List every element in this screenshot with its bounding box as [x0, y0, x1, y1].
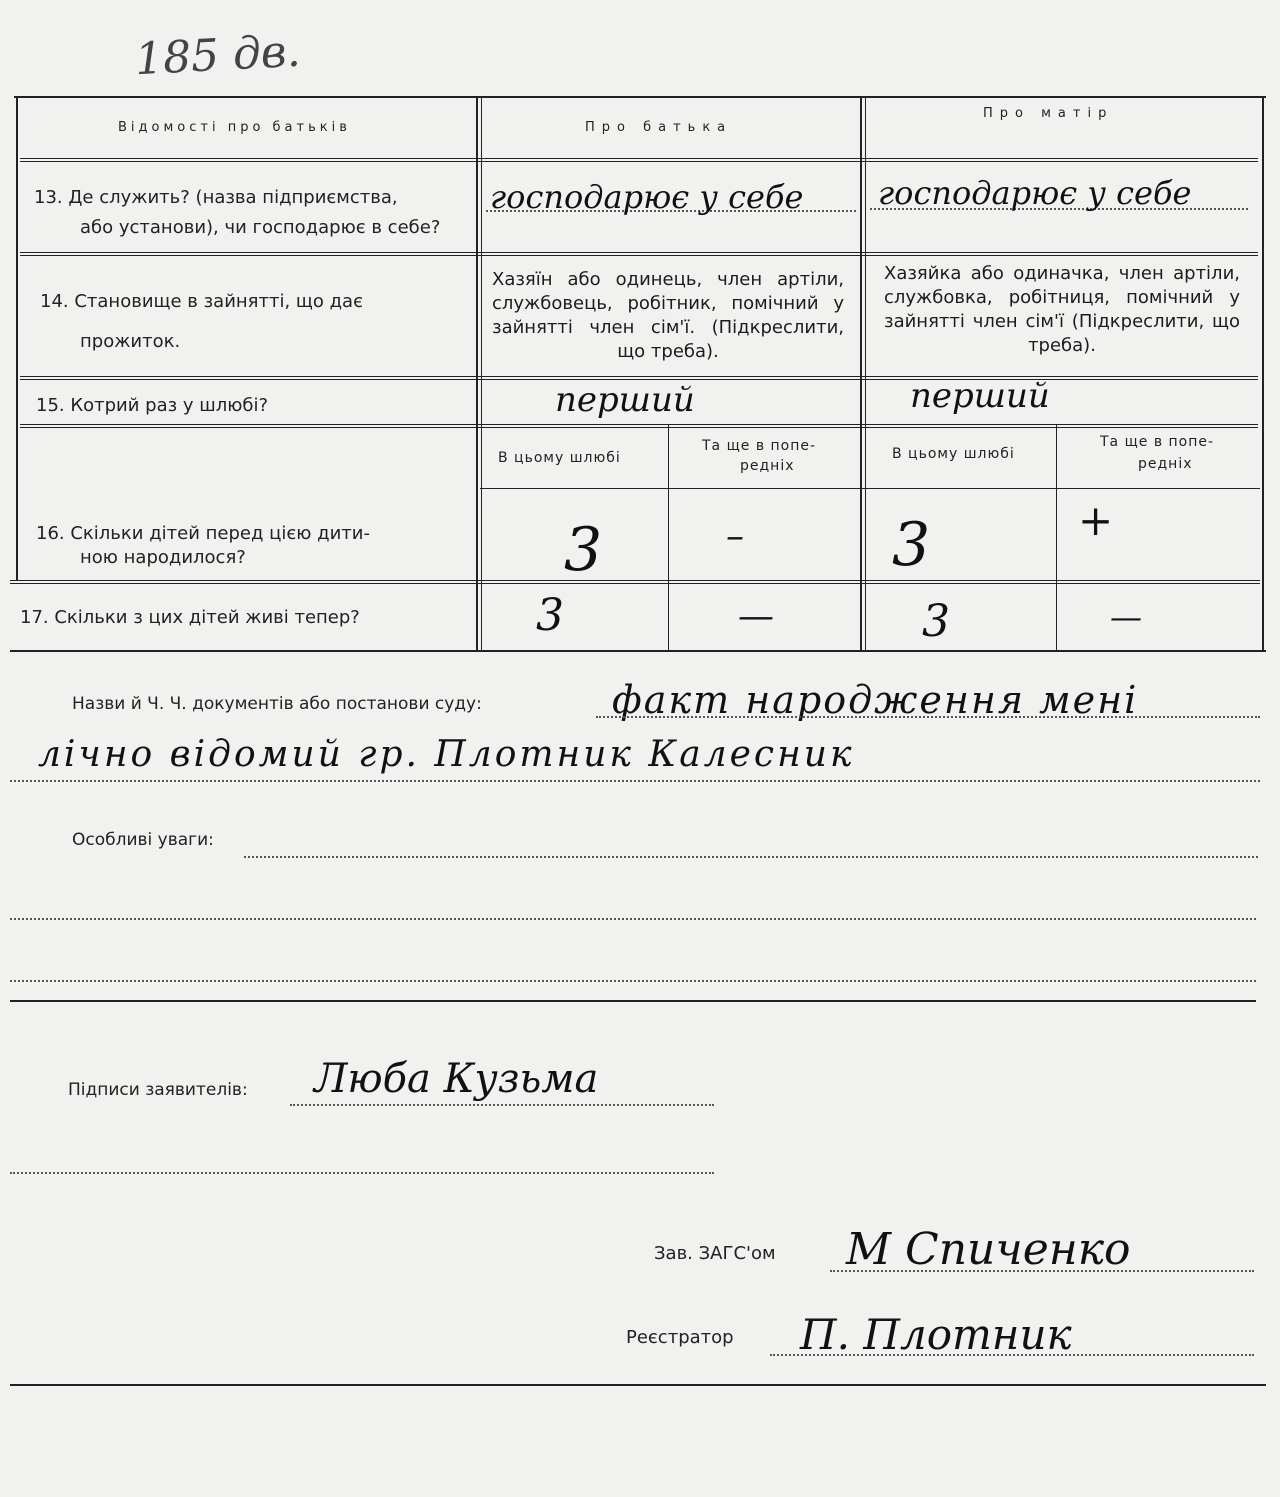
header-col-label: Відомості про батьків — [118, 120, 351, 135]
registrar-signature: П. Плотник — [800, 1310, 1072, 1359]
q15-mother-answer: перший — [910, 376, 1050, 416]
documents-line1: факт народження мені — [612, 678, 1139, 722]
remarks-label: Особливі уваги: — [72, 830, 214, 850]
documents-label: Назви й Ч. Ч. документів або постанови суду: — [72, 694, 482, 714]
q13-father-answer: господарює у себе — [490, 178, 804, 216]
archive-number: 185 дв. — [133, 25, 302, 86]
header-mother: Про матір — [983, 106, 1114, 121]
q14-father-options: Хазяїн або одинець, член артіли, службовець, робітник, помічний у зайнятті член сім'ї. (Підкреслити, що треба). — [492, 269, 844, 362]
zags-head-label: Зав. ЗАГС'ом — [654, 1243, 776, 1264]
q14-line1: 14. Становище в зайнятті, що дає — [40, 291, 363, 312]
header-father: Про батька — [585, 120, 733, 135]
q16-mother-prev: + — [1078, 496, 1114, 545]
q16-father-prev: – — [726, 516, 744, 557]
subheader-mother-prev-1: Та ще в попе- — [1100, 434, 1215, 450]
q13-line1: 13. Де служить? (назва підприємства, — [34, 187, 398, 208]
subheader-mother-prev-2: редніх — [1138, 456, 1193, 472]
documents-line2: лічно відомий гр. Плотник Калесник — [38, 734, 855, 775]
applicants-label: Підписи заявителів: — [68, 1080, 248, 1100]
zags-head-signature: М Спиченко — [846, 1224, 1131, 1275]
q17-mother-prev: — — [1110, 598, 1142, 636]
q17-question: 17. Скільки з цих дітей живі тепер? — [20, 607, 360, 628]
q16-line2: ною народилося? — [80, 547, 246, 568]
subheader-father-prev-1: Та ще в попе- — [702, 438, 817, 454]
q16-father-this: 3 — [564, 515, 603, 585]
q17-father-prev: — — [738, 596, 774, 637]
q17-mother-this: 3 — [922, 596, 950, 647]
q14-line2: прожиток. — [80, 331, 181, 352]
q13-mother-answer: господарює у себе — [878, 174, 1192, 212]
subheader-father-this: В цьому шлюбі — [498, 450, 621, 466]
q13-line2: або установи), чи господарює в себе? — [80, 217, 441, 238]
q16-mother-this: 3 — [892, 510, 931, 580]
q15-father-answer: перший — [555, 380, 695, 420]
q15-question: 15. Котрий раз у шлюбі? — [36, 395, 269, 416]
applicants-signature: Люба Кузьма — [314, 1056, 599, 1102]
subheader-mother-this: В цьому шлюбі — [892, 446, 1015, 462]
registrar-label: Реєстратор — [626, 1327, 734, 1348]
q14-mother-options: Хазяйка або одиначка, член артіли, службовка, робітниця, помічний у зайнятті член сім'ї (Підкреслити, що треба). — [884, 263, 1240, 356]
q16-line1: 16. Скільки дітей перед цією дити- — [36, 523, 370, 544]
q17-father-this: 3 — [536, 590, 564, 641]
subheader-father-prev-2: редніх — [740, 458, 795, 474]
